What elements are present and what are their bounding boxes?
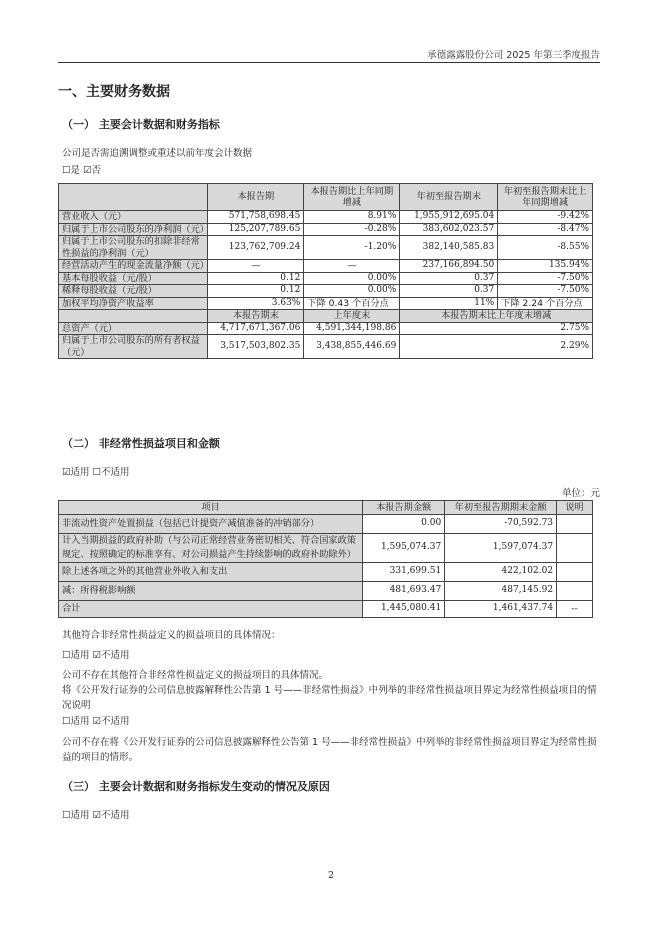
page-header: 承德露露股份公司 2025 年第三季度报告 [427,50,600,61]
header-cell [59,310,208,323]
cell [557,534,593,563]
cell: 3,438,855,446.69 [304,335,400,359]
cell: -70,592.73 [445,515,557,534]
table-row [59,272,593,285]
table-row [59,335,593,359]
cell: 2.75% [400,322,593,335]
row-label: 计入当期损益的政府补助（与公司正常经营业务密切相关、符合国家政策规定、按照确定的标准享有、对公司损益产生持续影响的政府补助除外） [59,534,363,563]
table-header-row [59,310,593,323]
row-label: 稀释每股收益（元/股） [59,285,208,298]
other-items-note: 其他符合非经常性损益定义的损益项目的具体情况： [62,630,281,641]
table-row [59,285,593,298]
row-label: 归属于上市公司股东的扣除非经常性损益的净利润（元） [59,236,208,260]
cell: 1,461,437.74 [445,601,557,618]
header-cell [59,184,208,211]
cell: 1,595,074.37 [363,534,445,563]
subsection-title-1: （一） 主要会计数据和财务指标 [62,118,220,131]
cell: 8.91% [304,211,400,224]
reclassification-choice: ☐适用 ☑不适用 [62,716,130,727]
cell: 0.37 [400,285,498,298]
cell: 11% [400,297,498,310]
cell [557,582,593,601]
restatement-choice: ☐是 ☑否 [62,165,102,176]
cell: 571,758,698.45 [208,211,304,224]
cell: -9.42% [498,211,593,224]
cell: 2.29% [400,335,593,359]
header-cell: 年初至报告期期末金额 [445,501,557,515]
cell: -1.20% [304,236,400,260]
cell: 下降 2.24 个百分点 [498,297,593,310]
cell: -7.50% [498,272,593,285]
cell: 422,102.02 [445,563,557,582]
cell: 1,955,912,695.04 [400,211,498,224]
cell: -0.28% [304,223,400,236]
reclassification-note: 将《公开发行证券的公司信息披露解释性公告第 1 号——非经常性损益》中列举的非经常性损益项目界定为经常性损益项目的情况说明 [62,685,597,711]
page-number: 2 [327,870,335,881]
row-label: 减：所得税影响额 [59,582,363,601]
other-items-statement: 公司不存在其他符合非经常性损益定义的损益项目的具体情况。 [62,670,329,681]
row-label: 合计 [59,601,363,618]
cell: 4,717,671,367.06 [208,322,304,335]
cell: 3.63% [208,297,304,310]
cell: — [208,260,304,273]
reclassification-statement: 公司不存在将《公开发行证券的公司信息披露解释性公告第 1 号——非经常性损益》中列举的非经常性损益项目界定为经常性损益的项目的情形。 [62,737,597,763]
cell: 1,597,074.37 [445,534,557,563]
cell: 125,207,789.65 [208,223,304,236]
table-header-row [59,501,593,515]
cell: 0.12 [208,272,304,285]
cell: 3,517,503,802.35 [208,335,304,359]
header-cell: 本报告期比上年同期增减 [304,184,400,211]
key-financial-table [58,183,593,359]
header-divider [58,62,600,63]
cell: 下降 0.43 个百分点 [304,297,400,310]
table-row [59,322,593,335]
cell: -8.55% [498,236,593,260]
cell: — [304,260,400,273]
table-row [59,534,593,563]
cell [557,563,593,582]
cell: 0.00% [304,285,400,298]
row-label: 除上述各项之外的其他营业外收入和支出 [59,563,363,582]
header-cell: 项目 [59,501,363,515]
table-row [59,563,593,582]
change-reason-choice: ☐适用 ☑不适用 [62,810,130,821]
header-cell: 本报告期金额 [363,501,445,515]
header-cell: 上年度末 [304,310,400,323]
table-row [59,223,593,236]
cell: -7.50% [498,285,593,298]
cell: 0.12 [208,285,304,298]
row-label: 加权平均净资产收益率 [59,297,208,310]
row-label: 总资产（元） [59,322,208,335]
table-header-row [59,184,593,211]
nonrecurring-table [58,500,593,618]
header-cell: 本报告期 [208,184,304,211]
cell: 383,602,023.57 [400,223,498,236]
cell: 4,591,344,198.86 [304,322,400,335]
header-cell: 本报告期末 [208,310,304,323]
restatement-question: 公司是否需追溯调整或重述以前年度会计数据 [62,148,253,159]
cell: 0.00% [304,272,400,285]
cell: 123,762,709.24 [208,236,304,260]
cell [557,515,593,534]
table-row [59,297,593,310]
row-label: 营业收入（元） [59,211,208,224]
table-row [59,601,593,618]
nonrecurring-choice: ☑适用 ☐不适用 [62,467,130,478]
row-label: 非流动性资产处置损益（包括已计提资产减值准备的冲销部分） [59,515,363,534]
header-cell: 年初至报告期末 [400,184,498,211]
cell: 481,693.47 [363,582,445,601]
cell: 135.94% [498,260,593,273]
section-title: 一、主要财务数据 [58,84,170,100]
header-cell: 说明 [557,501,593,515]
subsection-title-2: （二） 非经常性损益项目和金额 [62,437,220,450]
row-label: 经营活动产生的现金流量净额（元） [59,260,208,273]
table-row [59,582,593,601]
row-label: 归属于上市公司股东的所有者权益（元） [59,335,208,359]
other-items-choice: ☐适用 ☑不适用 [62,650,130,661]
cell: 487,145.92 [445,582,557,601]
cell: 0.37 [400,272,498,285]
table-row [59,236,593,260]
header-cell: 本报告期末比上年度末增减 [400,310,593,323]
subsection-title-3: （三） 主要会计数据和财务指标发生变动的情况及原因 [62,780,330,793]
row-label: 归属于上市公司股东的净利润（元） [59,223,208,236]
cell: 0.00 [363,515,445,534]
table-row [59,260,593,273]
cell: 1,445,080.41 [363,601,445,618]
unit-label: 单位：元 [561,488,600,499]
cell: 331,699.51 [363,563,445,582]
table-row [59,211,593,224]
cell: 382,140,585.83 [400,236,498,260]
cell: -- [557,601,593,618]
cell: 237,166,894.50 [400,260,498,273]
row-label: 基本每股收益（元/股） [59,272,208,285]
table-row [59,515,593,534]
cell: -8.47% [498,223,593,236]
header-cell: 年初至报告期末比上年同期增减 [498,184,593,211]
